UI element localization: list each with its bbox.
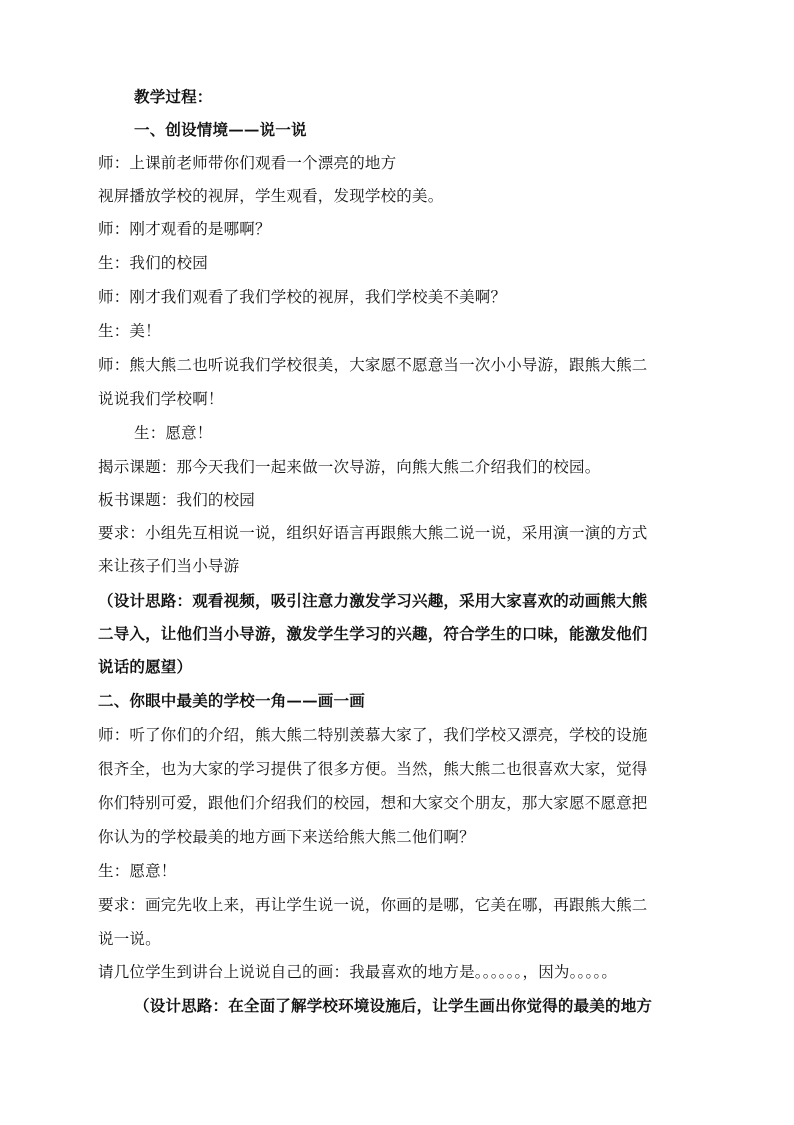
paragraph: 说说我们学校啊！ (98, 390, 224, 408)
section-title: 二、你眼中最美的学校一角——画一画 (98, 691, 365, 710)
paragraph: 你认为的学校最美的地方画下来送给熊大熊二他们啊？ (98, 828, 475, 846)
paragraph: 生：愿意！ (98, 862, 177, 880)
paragraph: 生：愿意！ (134, 424, 213, 442)
paragraph: 生：我们的校园 (98, 254, 208, 272)
paragraph: 师：上课前老师带你们观看一个漂亮的地方 (98, 154, 397, 172)
design-note: （设计思路：在全面了解学校环境设施后，让学生画出你觉得的最美的地方 (134, 996, 653, 1015)
paragraph: 要求：小组先互相说一说，组织好语言再跟熊大熊二说一说，采用演一演的方式 (98, 524, 648, 542)
paragraph: 师：熊大熊二也听说我们学校很美，大家愿不愿意当一次小小导游，跟熊大熊二 (98, 356, 648, 374)
paragraph: 你们特别可爱，跟他们介绍我们的校园，想和大家交个朋友，那大家愿不愿意把 (98, 794, 648, 812)
paragraph: 师：刚才我们观看了我们学校的视屏，我们学校美不美啊？ (98, 288, 507, 306)
section-title: 一、创设情境——说一说 (134, 120, 307, 139)
design-note: （设计思路：观看视频，吸引注意力激发学习兴趣，采用大家喜欢的动画熊大熊 (98, 591, 648, 610)
paragraph: 视屏播放学校的视屏，学生观看，发现学校的美。 (98, 187, 444, 205)
design-note: 说话的愿望） (98, 657, 193, 676)
paragraph: 说一说。 (98, 930, 161, 948)
paragraph: 师：听了你们的介绍，熊大熊二特别羡慕大家了，我们学校又漂亮，学校的设施 (98, 726, 648, 744)
paragraph: 揭示课题：那今天我们一起来做一次导游，向熊大熊二介绍我们的校园。 (98, 458, 601, 476)
paragraph: 来让孩子们当小导游 (98, 557, 240, 575)
paragraph: 生：美！ (98, 322, 161, 340)
design-note: 二导入，让他们当小导游，激发学生学习的兴趣，符合学生的口味，能激发他们 (98, 624, 648, 643)
paragraph: 板书课题：我们的校园 (98, 491, 256, 509)
paragraph: 请几位学生到讲台上说说自己的画：我最喜欢的地方是。。。。。。，因为。。。。。 (98, 963, 618, 981)
paragraph: 师：刚才观看的是哪啊？ (98, 220, 271, 238)
paragraph: 很齐全，也为大家的学习提供了很多方便。当然，熊大熊二也很喜欢大家，觉得 (98, 760, 648, 778)
paragraph: 要求：画完先收上来，再让学生说一说，你画的是哪，它美在哪，再跟熊大熊二 (98, 896, 648, 914)
heading: 教学过程： (134, 87, 213, 106)
